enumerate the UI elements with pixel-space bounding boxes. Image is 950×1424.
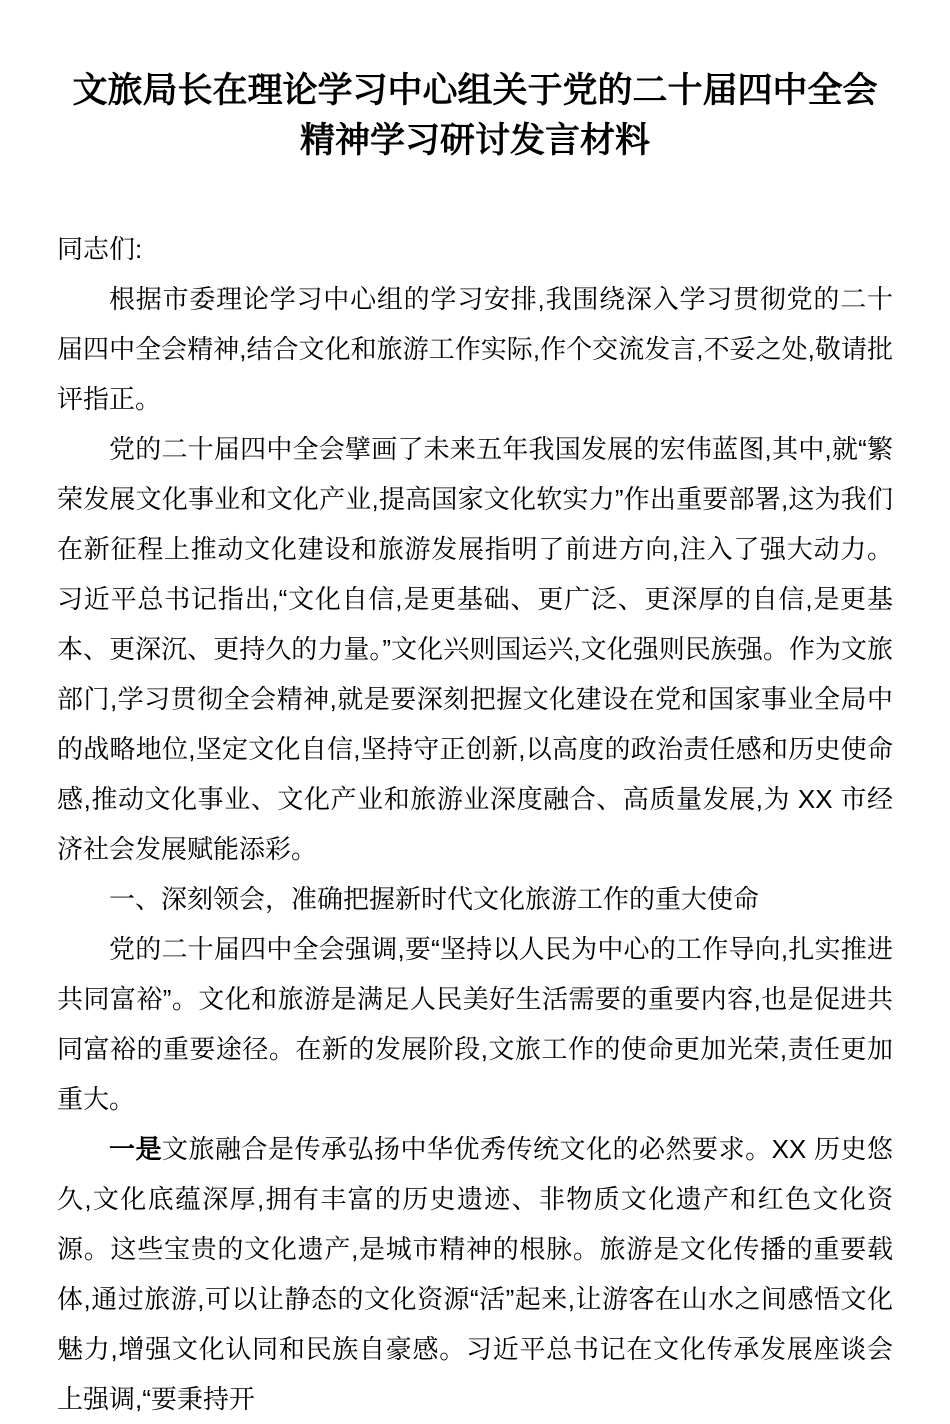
intro-paragraph: 根据市委理论学习中心组的学习安排,我围绕深入学习贯彻党的二十届四中全会精神,结合文化和旅游工作实际,作个交流发言,不妥之处,敬请批评指正。	[57, 284, 893, 414]
section-heading: 一、深刻领会，准确把握新时代文化旅游工作的重大使命	[109, 884, 760, 914]
salutation-paragraph: 同志们:	[57, 234, 143, 264]
body-paragraph: 党的二十届四中全会擘画了未来五年我国发展的宏伟蓝图,其中,就“繁荣发展文化事业和文化产业,提高国家文化软实力”作出重要部署,这为我们在新征程上推动文化建设和旅游发展指明了前进方向,注入了强大动力。习近平总书记指出,“文化自信,是更基础、更广泛、更深厚的自信,是更基本、更深沉、更持久的力量。”文化兴则国运兴,文化强则民族强。作为文旅部门,学习贯彻全会精神,就是要深刻把握文化建设在党和国家事业全局中的战略地位,坚定文化自信,坚持守正创新,以高度的政治责任感和历史使命感,推动文化事业、文化产业和旅游业深度融合、高质量发展,为 XX 市经济社会发展赋能添彩。	[57, 434, 893, 864]
paragraph-lead-bold: 一是	[109, 1134, 163, 1164]
body-paragraph: 党的二十届四中全会强调,要“坚持以人民为中心的工作导向,扎实推进共同富裕”。文化和旅游是满足人民美好生活需要的重要内容,也是促进共同富裕的重要途径。在新的发展阶段,文旅工作的使命更加光荣,责任更加重大。	[57, 934, 893, 1114]
document-title: 文旅局长在理论学习中心组关于党的二十届四中全会精神学习研讨发言材料	[72, 71, 878, 160]
paragraph-text: 文旅融合是传承弘扬中华优秀传统文化的必然要求。XX 历史悠久,文化底蕴深厚,拥有丰富的历史遗迹、非物质文化遗产和红色文化资源。这些宝贵的文化遗产,是城市精神的根脉。旅游是文化传播的重要载体,通过旅游,可以让静态的文化资源“活”起来,让游客在山水之间感悟文化魅力,增强文化认同和民族自豪感。习近平总书记在文化传承发展座谈会上强调,“要秉持开	[57, 1134, 893, 1414]
body-paragraph-with-bold-lead	[57, 1124, 893, 1424]
